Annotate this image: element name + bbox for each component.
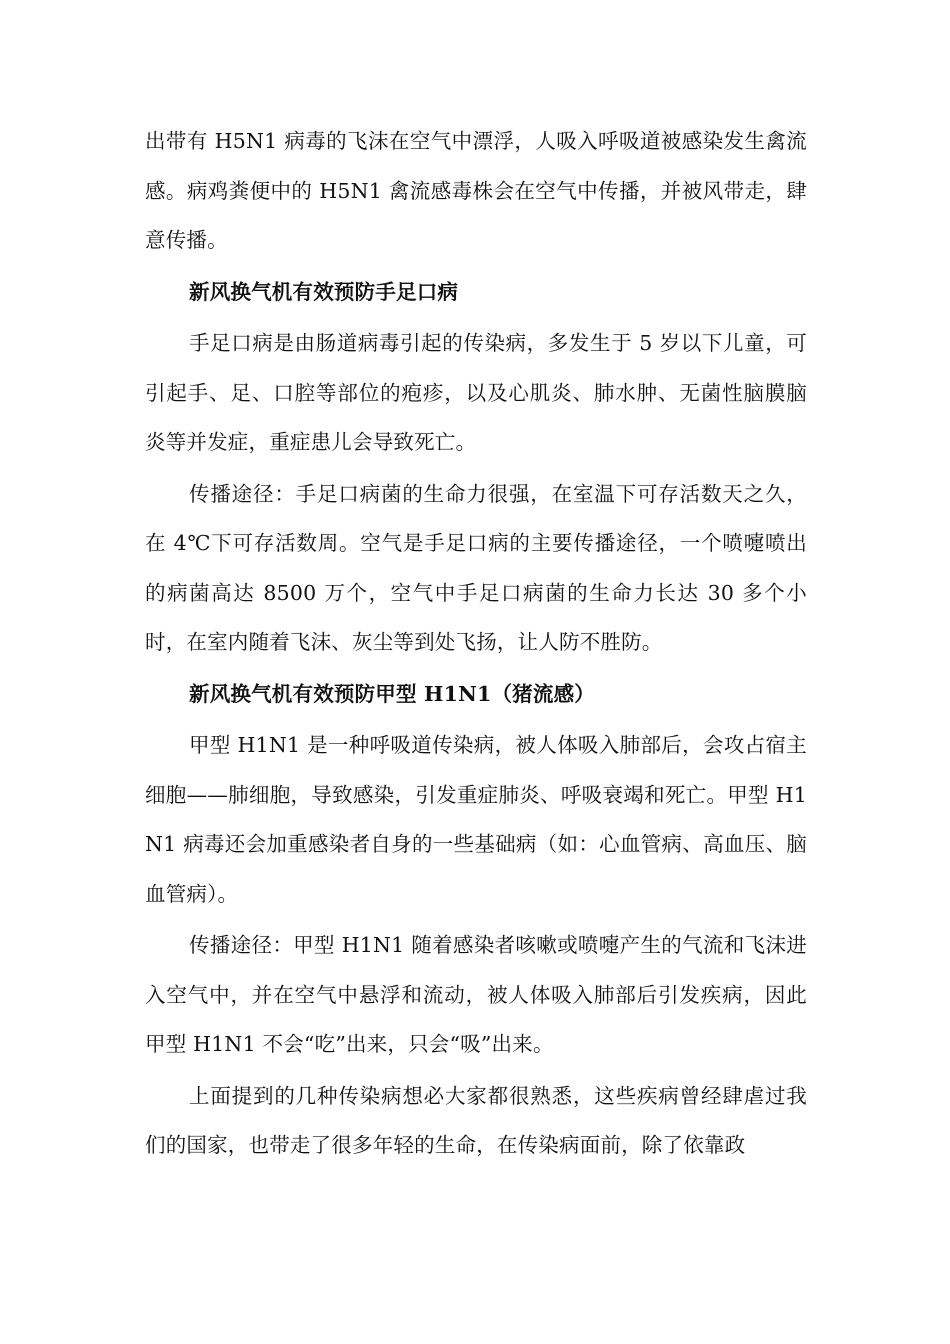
paragraph-hand-foot-mouth-intro: 手足口病是由肠道病毒引起的传染病，多发生于 5 岁以下儿童，可引起手、足、口腔等部位的疱疹，以及心肌炎、肺水肿、无菌性脑膜脑炎等并发症，重症患儿会导致死亡。 — [145, 331, 807, 454]
heading-hand-foot-mouth: 新风换气机有效预防手足口病 — [189, 279, 459, 304]
paragraph-summary: 上面提到的几种传染病想必大家都很熟悉，这些疾病曾经肆虐过我们的国家，也带走了很多年轻的生命，在传染病面前，除了依靠政 — [145, 1083, 807, 1157]
paragraph-hand-foot-mouth-transmission: 传播途径：手足口病菌的生命力很强，在室温下可存活数天之久，在 4℃下可存活数周。空气是手足口病的主要传播途径，一个喷嚏喷出的病菌高达 8500 万个，空气中手足口病菌的生命力长达 30 多个小时，在室内随着飞沫、灰尘等到处飞扬，让人防不胜防。 — [145, 481, 807, 654]
paragraph-bird-flu-transmission: 出带有 H5N1 病毒的飞沫在空气中漂浮，人吸入呼吸道被感染发生禽流感。病鸡粪便中的 H5N1 禽流感毒株会在空气中传播，并被风带走，肆意传播。 — [145, 129, 807, 252]
document-body — [145, 117, 807, 1173]
paragraph-h1n1-transmission: 传播途径：甲型 H1N1 随着感染者咳嗽或喷嚏产生的气流和飞沫进入空气中，并在空气中悬浮和流动，被人体吸入肺部后引发疾病，因此甲型 H1N1 不会“吃”出来，只会“吸”出来。 — [145, 933, 807, 1056]
paragraph-h1n1-intro: 甲型 H1N1 是一种呼吸道传染病，被人体吸入肺部后，会攻占宿主细胞——肺细胞，导致感染，引发重症肺炎、呼吸衰竭和死亡。甲型 H1N1 病毒还会加重感染者自身的一些基础病（如：心血管病、高血压、脑血管病）。 — [145, 733, 807, 906]
heading-h1n1: 新风换气机有效预防甲型 H1N1（猪流感） — [189, 681, 595, 706]
